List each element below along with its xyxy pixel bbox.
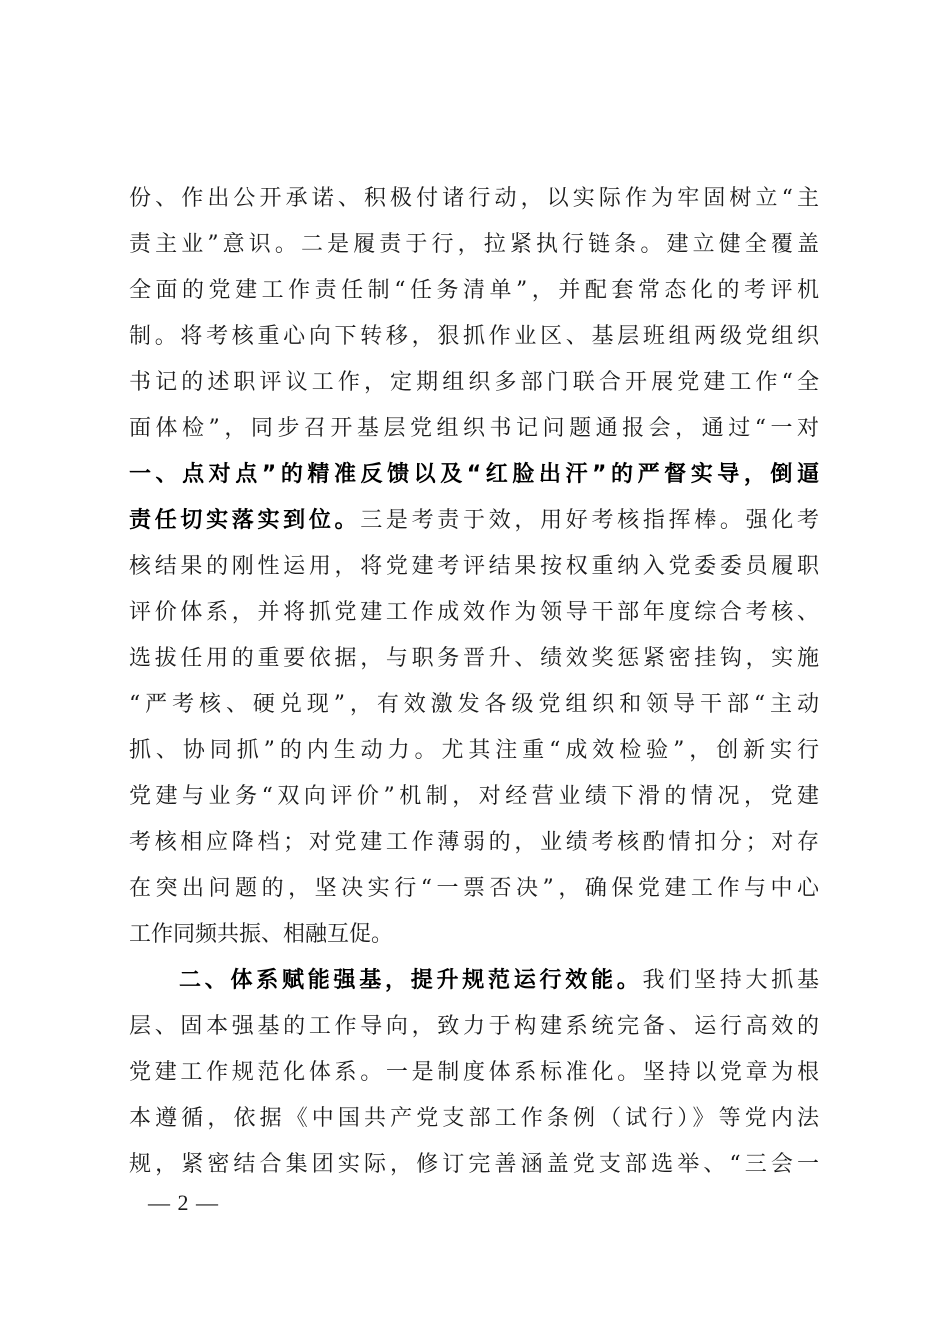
text-segment: 责主业”意识。二是履责于行，拉紧执行链条。建立健全覆盖 bbox=[129, 232, 819, 257]
text-line bbox=[129, 912, 819, 958]
text-segment: “严考核、硬兑现”，有效激发各级党组织和领导干部“主动 bbox=[129, 692, 819, 717]
text-segment: 层、固本强基的工作导向，致力于构建系统完备、运行高效的 bbox=[129, 1014, 819, 1039]
bold-text-segment: 责任切实落实到位。 bbox=[129, 508, 361, 533]
text-line bbox=[129, 498, 819, 544]
page-number: — 2 — bbox=[148, 1190, 219, 1215]
text-line bbox=[129, 590, 819, 636]
text-line bbox=[129, 222, 819, 268]
text-segment: 全面的党建工作责任制“任务清单”，并配套常态化的考评机 bbox=[129, 278, 819, 303]
text-line bbox=[129, 360, 819, 406]
text-segment: 评价体系，并将抓党建工作成效作为领导干部年度综合考核、 bbox=[129, 600, 819, 625]
text-line bbox=[129, 268, 819, 314]
text-line bbox=[129, 866, 819, 912]
text-line bbox=[129, 406, 819, 452]
text-line bbox=[129, 1004, 819, 1050]
text-line bbox=[129, 1096, 819, 1142]
text-segment: 考核相应降档；对党建工作薄弱的，业绩考核酌情扣分；对存 bbox=[129, 830, 819, 855]
text-segment: 抓、协同抓”的内生动力。尤其注重“成效检验”，创新实行 bbox=[129, 738, 819, 763]
text-segment: 选拔任用的重要依据，与职务晋升、绩效奖惩紧密挂钩，实施 bbox=[129, 646, 819, 671]
text-line bbox=[129, 728, 819, 774]
text-line bbox=[129, 544, 819, 590]
text-line bbox=[129, 176, 819, 222]
text-segment: 党建工作规范化体系。一是制度体系标准化。坚持以党章为根 bbox=[129, 1060, 819, 1085]
bold-text-segment: 一、点对点”的精准反馈以及“红脸出汗”的严督实导，倒逼 bbox=[129, 462, 819, 487]
text-segment: 书记的述职评议工作，定期组织多部门联合开展党建工作“全 bbox=[129, 370, 819, 395]
text-segment: 工作同频共振、相融互促。 bbox=[129, 922, 394, 947]
text-line bbox=[129, 1050, 819, 1096]
text-segment: 份、作出公开承诺、积极付诸行动，以实际作为牢固树立“主 bbox=[129, 186, 819, 211]
body-text bbox=[129, 176, 819, 1188]
text-line bbox=[129, 820, 819, 866]
text-line bbox=[129, 774, 819, 820]
text-line bbox=[129, 452, 819, 498]
text-segment: 本遵循，依据《中国共产党支部工作条例（试行）》等党内法 bbox=[129, 1106, 819, 1131]
text-line bbox=[129, 636, 819, 682]
text-segment: 在突出问题的，坚决实行“一票否决”，确保党建工作与中心 bbox=[129, 876, 819, 901]
text-segment: 党建与业务“双向评价”机制，对经营业绩下滑的情况，党建 bbox=[129, 784, 819, 809]
text-line bbox=[129, 958, 819, 1004]
text-line bbox=[129, 1142, 819, 1188]
bold-text-segment: 二、体系赋能强基，提升规范运行效能。 bbox=[179, 968, 643, 993]
text-segment: 三是考责于效，用好考核指挥棒。强化考 bbox=[360, 508, 819, 533]
text-segment: 核结果的刚性运用，将党建考评结果按权重纳入党委委员履职 bbox=[129, 554, 819, 579]
text-segment: 规，紧密结合集团实际，修订完善涵盖党支部选举、“三会一 bbox=[129, 1152, 819, 1177]
text-segment: 面体检”，同步召开基层党组织书记问题通报会，通过“一对 bbox=[129, 416, 819, 441]
text-segment: 我们坚持大抓基 bbox=[642, 968, 819, 993]
text-line bbox=[129, 682, 819, 728]
text-segment: 制。将考核重心向下转移，狠抓作业区、基层班组两级党组织 bbox=[129, 324, 819, 349]
text-line bbox=[129, 314, 819, 360]
